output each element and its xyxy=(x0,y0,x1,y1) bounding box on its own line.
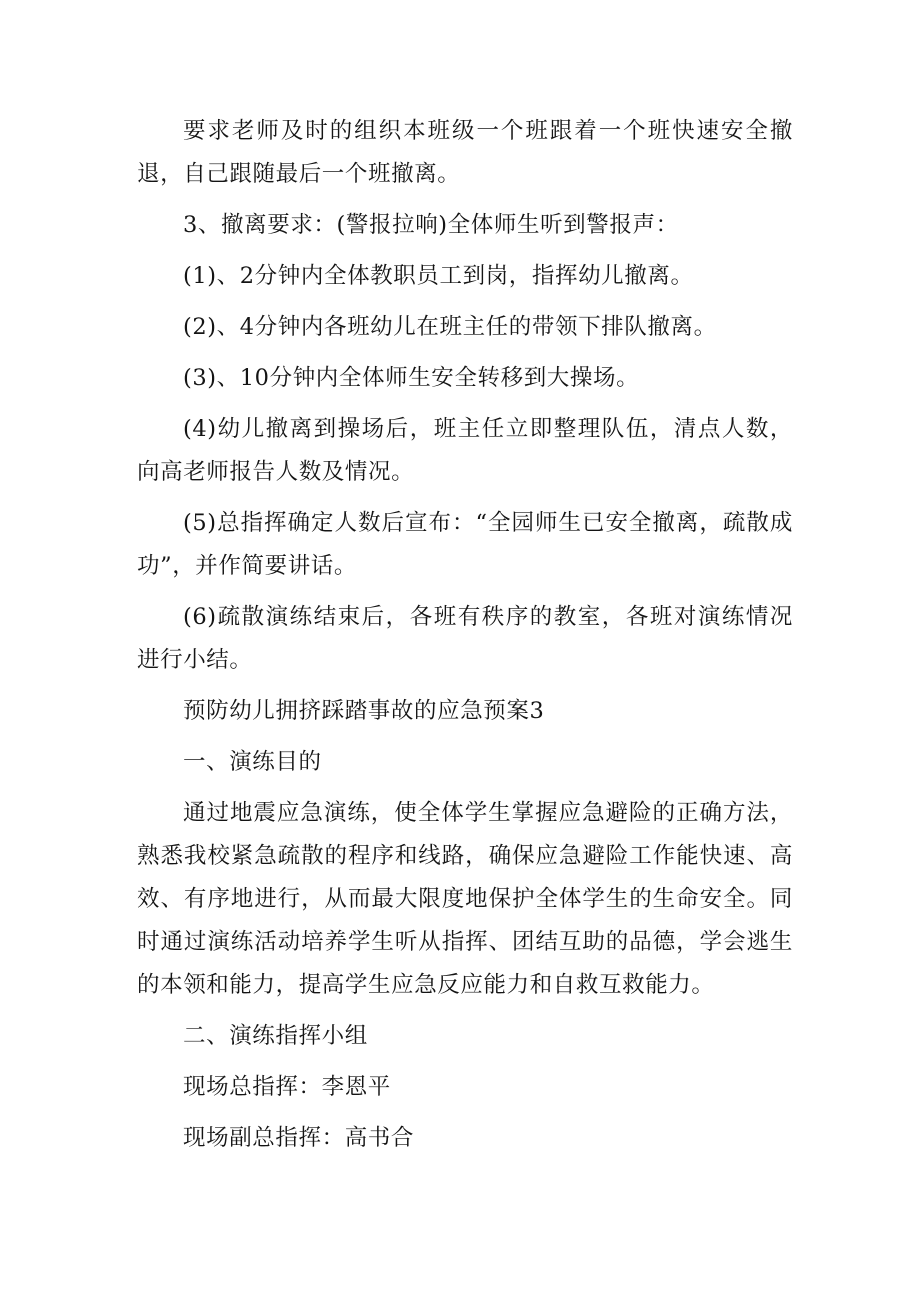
paragraph-step-1: (1)、2分钟内全体教职员工到岗，指挥幼儿撤离。 xyxy=(183,263,694,289)
paragraph-deputy-commander: 现场副总指挥：高书合 xyxy=(183,1125,415,1151)
paragraph-evacuation-order: 要求老师及时的组织本班级一个班跟着一个班快速安全撤退，自己跟随最后一个班撤离。 xyxy=(137,118,793,187)
paragraph-step-4: (4)幼儿撤离到操场后，班主任立即整理队伍，清点人数，向高老师报告人数及情况。 xyxy=(137,416,793,485)
paragraph-step-5: (5)总指挥确定人数后宣布：“全园师生已安全撤离，疏散成功”，并作简要讲话。 xyxy=(137,510,793,579)
paragraph-step-2: (2)、4分钟内各班幼儿在班主任的带领下排队撤离。 xyxy=(183,314,717,340)
paragraph-chief-commander: 现场总指挥：李恩平 xyxy=(183,1074,391,1100)
paragraph-step-3: (3)、10分钟内全体师生安全转移到大操场。 xyxy=(183,365,640,391)
paragraph-drill-purpose: 通过地震应急演练，使全体学生掌握应急避险的正确方法，熟悉我校紧急疏散的程序和线路，确保应急避险工作能快速、高效、有序地进行，从而最大限度地保护全体学生的生命安全。同时通过演练活动培养学生听从指挥、团结互助的品德，学会逃生的本领和能力，提高学生应急反应能力和自救互救能力。 xyxy=(137,800,793,998)
paragraph-step-6: (6)疏散演练结束后，各班有秩序的教室，各班对演练情况进行小结。 xyxy=(137,604,793,673)
heading-drill-purpose: 一、演练目的 xyxy=(183,749,322,775)
paragraph-evacuation-requirements: 3、撤离要求：(警报拉响)全体师生听到警报声： xyxy=(183,212,679,238)
heading-command-group: 二、演练指挥小组 xyxy=(183,1023,368,1049)
section-title-plan-3: 预防幼儿拥挤踩踏事故的应急预案3 xyxy=(183,698,545,724)
document-body xyxy=(137,110,793,1168)
